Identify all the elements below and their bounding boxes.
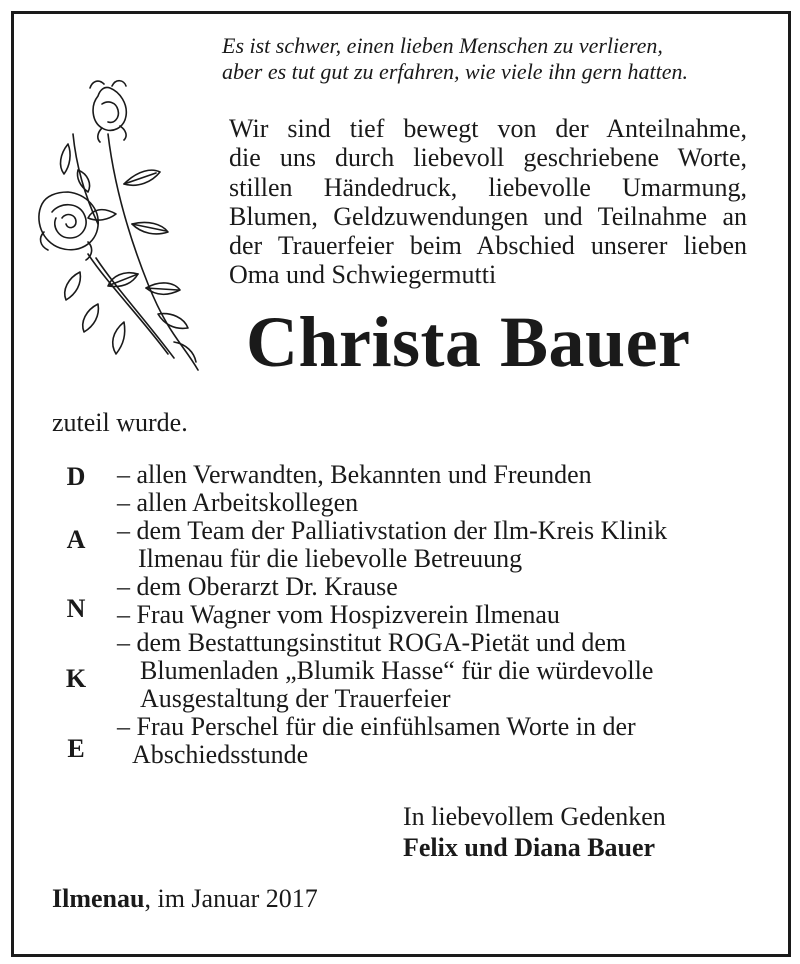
intro-line: stillen Händedruck, liebevolle Umarmung, [229,172,747,202]
place-date [52,884,318,914]
place-city: Ilmenau [52,884,145,913]
thanks-letter: K [65,664,87,693]
thanks-line: Blumenladen „Blumik Hasse“ für die würdevolle [140,656,654,685]
intro-line: Wir sind tief bewegt von der Anteilnahme, [229,114,747,143]
thanks-line: – allen Arbeitskollegen [117,488,359,517]
quote-line-1: Es ist schwer, einen lieben Menschen zu verlieren, [222,33,663,58]
thanks-line: Ilmenau für die liebevolle Betreuung [138,544,523,573]
intro-line: der Trauerfeier beim Abschied unserer lieben [229,231,747,261]
signature: Felix und Diana Bauer [403,833,656,862]
lead-text: zuteil wurde. [52,408,188,437]
thanks-line: – dem Bestattungsinstitut ROGA-Pietät und dem [117,628,627,657]
thanks-line: – Frau Perschel für die einfühlsamen Worte in der [117,712,636,741]
thanks-letter: A [66,525,86,554]
thanks-line: Abschiedsstunde [132,740,309,769]
thanks-letter: E [67,734,85,763]
quote-line-2: aber es tut gut zu erfahren, wie viele ihn gern hatten. [222,59,688,84]
place-date-text: , im Januar 2017 [144,884,318,913]
intro-line: die uns durch liebevoll geschriebene Worte, [229,143,747,173]
closing-line: In liebevollem Gedenken [403,802,666,831]
intro-paragraph [229,114,747,290]
thanks-line: – Frau Wagner vom Hospizverein Ilmenau [117,600,560,629]
thanks-letter: D [66,462,86,491]
rose-branch-icon [28,74,218,374]
thanks-line: Ausgestaltung der Trauerfeier [140,684,451,713]
thanks-letter: N [66,594,86,623]
thanks-line: – allen Verwandten, Bekannten und Freunden [117,460,592,489]
deceased-name: Christa Bauer [246,302,691,382]
intro-line: Blumen, Geldzuwendungen und Teilnahme an [229,201,747,231]
intro-line: Oma und Schwiegermutti [229,260,497,290]
thanks-line: – dem Team der Palliativstation der Ilm-Kreis Klinik [117,516,668,545]
thanks-line: – dem Oberarzt Dr. Krause [117,572,398,601]
